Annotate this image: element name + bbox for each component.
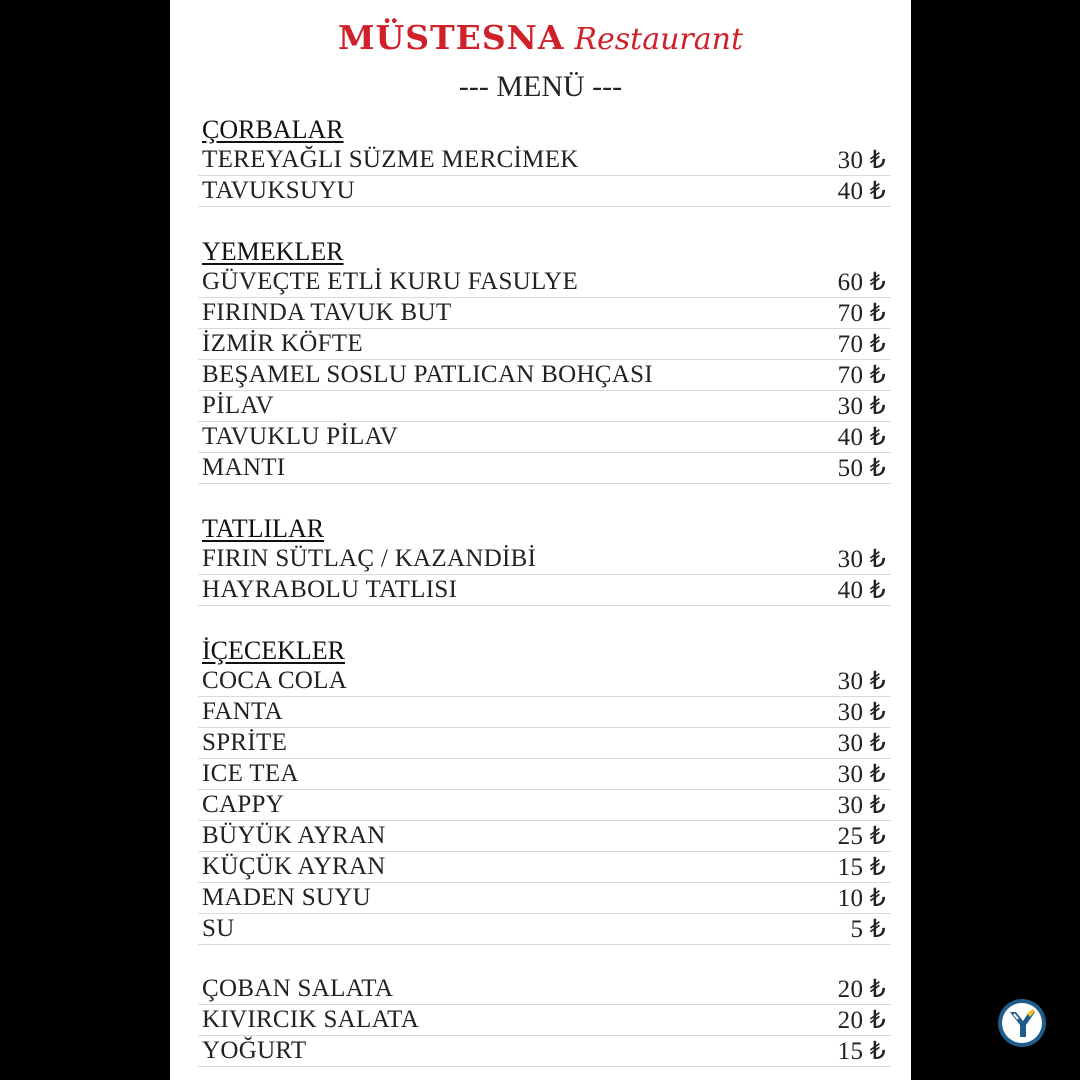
item-name: COCA COLA — [202, 667, 348, 694]
item-name: GÜVEÇTE ETLİ KURU FASULYE — [202, 268, 579, 295]
section-heading: İÇECEKLER — [202, 636, 345, 665]
section-heading: ÇORBALAR — [202, 115, 344, 144]
menu-item — [198, 544, 891, 575]
item-price: 70 ₺ — [837, 331, 886, 358]
item-price: 30 ₺ — [837, 147, 886, 174]
item-name: ICE TEA — [202, 760, 299, 787]
menu-item — [198, 360, 891, 391]
section-gap — [198, 945, 891, 974]
menu-item — [198, 391, 891, 422]
menu-item — [198, 422, 891, 453]
item-name: MADEN SUYU — [202, 884, 371, 911]
item-name: BÜYÜK AYRAN — [202, 822, 386, 849]
menu-item — [198, 728, 891, 759]
item-name: TAVUKSUYU — [202, 177, 356, 204]
menu-item — [198, 176, 891, 207]
menu-item — [198, 759, 891, 790]
item-price: 30 ₺ — [837, 730, 886, 757]
brand-subtitle: Restaurant — [574, 22, 744, 57]
section-icecekler — [198, 635, 891, 945]
brand-header — [170, 18, 911, 57]
item-name: İZMİR KÖFTE — [202, 330, 363, 357]
menu-content — [198, 114, 891, 1067]
item-price: 30 ₺ — [837, 546, 886, 573]
menu-item — [198, 1036, 891, 1067]
menu-item — [198, 790, 891, 821]
menu-item — [198, 974, 891, 1005]
item-price: 50 ₺ — [837, 455, 886, 482]
menu-item — [198, 329, 891, 360]
section-gap — [198, 484, 891, 513]
section-tatlilar — [198, 513, 891, 606]
item-price: 70 ₺ — [837, 300, 886, 327]
item-name: KÜÇÜK AYRAN — [202, 853, 386, 880]
item-name: HAYRABOLU TATLISI — [202, 576, 458, 603]
menu-title: --- MENÜ --- — [458, 70, 623, 103]
item-price: 40 ₺ — [837, 178, 886, 205]
item-price: 20 ₺ — [837, 976, 886, 1003]
item-name: FANTA — [202, 698, 283, 725]
item-price: 25 ₺ — [837, 823, 886, 850]
section-gap — [198, 207, 891, 236]
section-heading: YEMEKLER — [202, 237, 344, 266]
section-corbalar — [198, 114, 891, 207]
item-price: 40 ₺ — [837, 577, 886, 604]
item-name: TAVUKLU PİLAV — [202, 423, 399, 450]
menu-item — [198, 575, 891, 606]
item-name: BEŞAMEL SOSLU PATLICAN BOHÇASI — [202, 361, 653, 388]
section-gap — [198, 606, 891, 635]
item-name: KIVIRCIK SALATA — [202, 1006, 420, 1033]
item-name: PİLAV — [202, 392, 274, 419]
item-name: YOĞURT — [202, 1037, 307, 1064]
brand-name: MÜSTESNA — [337, 18, 565, 57]
section-salads — [198, 974, 891, 1067]
item-name: ÇOBAN SALATA — [202, 975, 394, 1002]
item-price: 60 ₺ — [837, 269, 886, 296]
item-price: 30 ₺ — [837, 668, 886, 695]
menu-item — [198, 821, 891, 852]
item-name: SPRİTE — [202, 729, 288, 756]
menu-item — [198, 914, 891, 945]
item-price: 10 ₺ — [837, 885, 886, 912]
item-price: 40 ₺ — [837, 424, 886, 451]
menu-item — [198, 1005, 891, 1036]
menu-item — [198, 883, 891, 914]
item-name: FIRINDA TAVUK BUT — [202, 299, 452, 326]
item-name: MANTI — [202, 454, 286, 481]
item-price: 30 ₺ — [837, 393, 886, 420]
menu-item — [198, 267, 891, 298]
item-price: 15 ₺ — [837, 1038, 886, 1065]
menu-item — [198, 666, 891, 697]
item-name: SU — [202, 915, 235, 942]
pen-logo-icon — [997, 998, 1047, 1048]
item-name: FIRIN SÜTLAÇ / KAZANDİBİ — [202, 545, 537, 572]
menu-item — [198, 453, 891, 484]
item-name: CAPPY — [202, 791, 285, 818]
item-price: 20 ₺ — [837, 1007, 886, 1034]
menu-page — [170, 0, 911, 1080]
item-price: 30 ₺ — [837, 792, 886, 819]
item-price: 5 ₺ — [850, 916, 886, 943]
item-price: 70 ₺ — [837, 362, 886, 389]
item-price: 15 ₺ — [837, 854, 886, 881]
menu-item — [198, 852, 891, 883]
menu-item — [198, 145, 891, 176]
item-price: 30 ₺ — [837, 761, 886, 788]
section-yemekler — [198, 236, 891, 484]
item-price: 30 ₺ — [837, 699, 886, 726]
item-name: TEREYAĞLI SÜZME MERCİMEK — [202, 146, 579, 173]
section-heading: TATLILAR — [202, 514, 325, 543]
menu-item — [198, 697, 891, 728]
menu-item — [198, 298, 891, 329]
